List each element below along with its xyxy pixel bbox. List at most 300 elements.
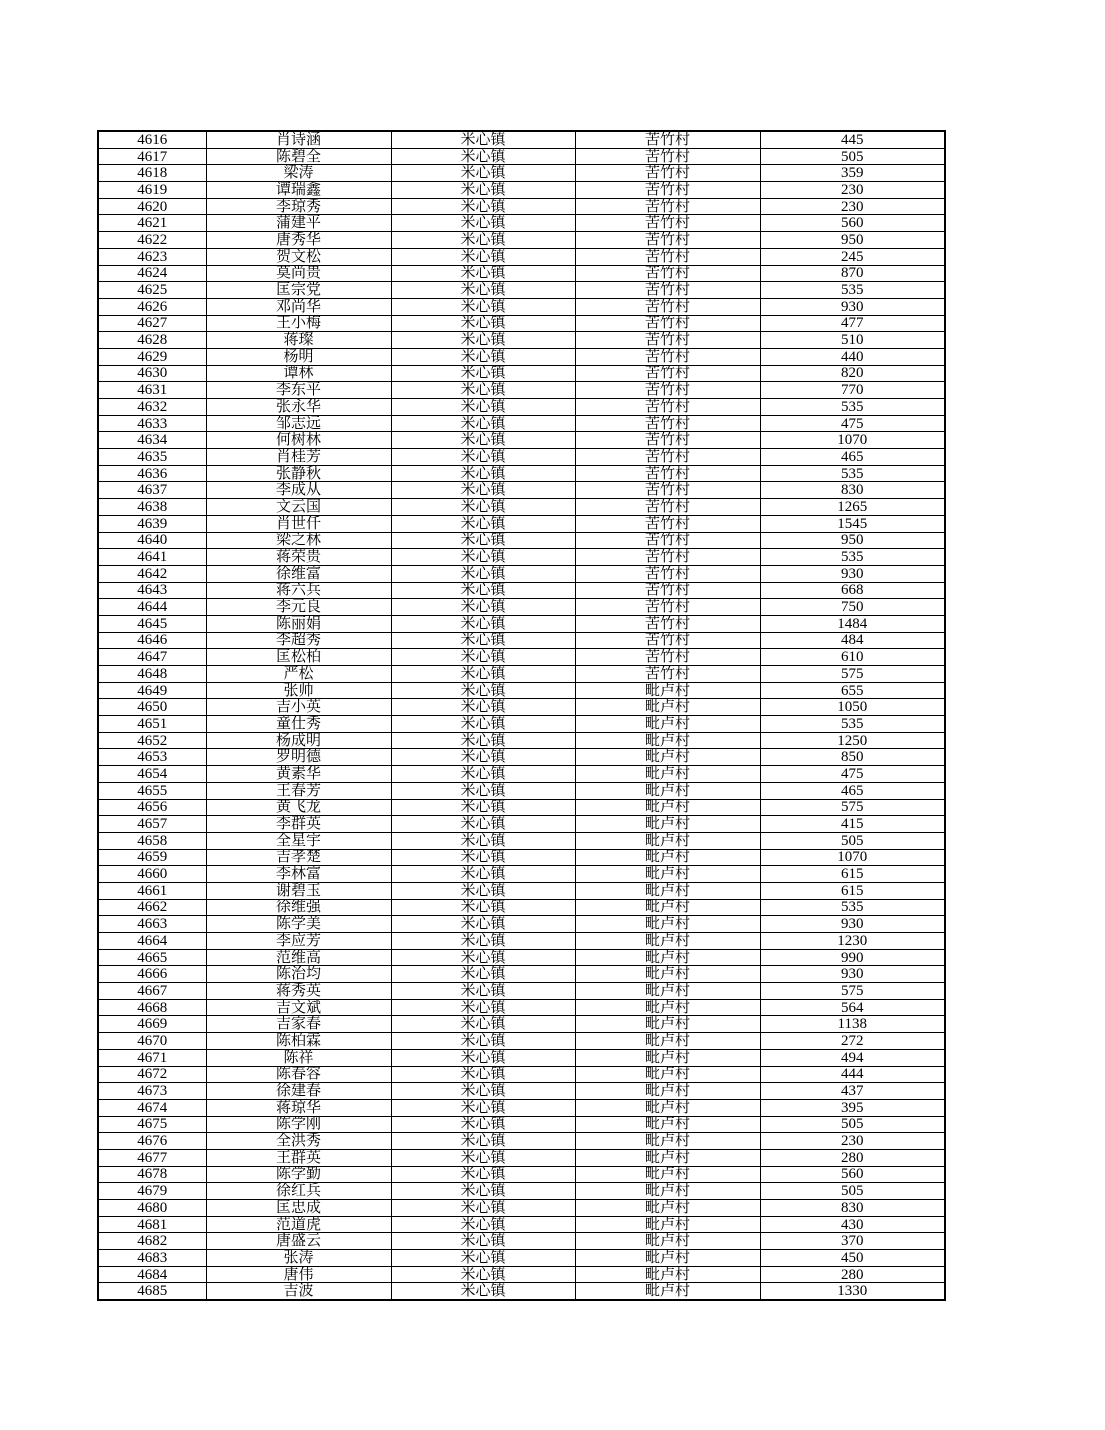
amount-cell: 450 xyxy=(760,1250,945,1267)
row-number-cell: 4631 xyxy=(98,382,206,399)
amount-cell: 1070 xyxy=(760,432,945,449)
row-number-cell: 4659 xyxy=(98,849,206,866)
row-number-cell: 4637 xyxy=(98,482,206,499)
town-cell: 米心镇 xyxy=(391,182,575,199)
amount-cell: 930 xyxy=(760,966,945,983)
data-table xyxy=(97,130,946,1301)
name-cell: 梁之林 xyxy=(206,532,391,549)
row-number-cell: 4676 xyxy=(98,1133,206,1150)
amount-cell: 820 xyxy=(760,365,945,382)
amount-cell: 280 xyxy=(760,1266,945,1283)
town-cell: 米心镇 xyxy=(391,832,575,849)
amount-cell: 510 xyxy=(760,332,945,349)
amount-cell: 475 xyxy=(760,415,945,432)
village-cell: 苦竹村 xyxy=(575,415,760,432)
row-number-cell: 4678 xyxy=(98,1166,206,1183)
name-cell: 唐秀华 xyxy=(206,232,391,249)
town-cell: 米心镇 xyxy=(391,332,575,349)
row-number-cell: 4629 xyxy=(98,348,206,365)
town-cell: 米心镇 xyxy=(391,265,575,282)
town-cell: 米心镇 xyxy=(391,298,575,315)
name-cell: 陈柏霖 xyxy=(206,1033,391,1050)
amount-cell: 245 xyxy=(760,248,945,265)
table-row xyxy=(98,365,945,382)
name-cell: 徐维富 xyxy=(206,565,391,582)
village-cell: 毗卢村 xyxy=(575,832,760,849)
town-cell: 米心镇 xyxy=(391,899,575,916)
row-number-cell: 4633 xyxy=(98,415,206,432)
town-cell: 米心镇 xyxy=(391,1216,575,1233)
village-cell: 苦竹村 xyxy=(575,615,760,632)
village-cell: 毗卢村 xyxy=(575,1066,760,1083)
village-cell: 苦竹村 xyxy=(575,532,760,549)
town-cell: 米心镇 xyxy=(391,215,575,232)
town-cell: 米心镇 xyxy=(391,849,575,866)
town-cell: 米心镇 xyxy=(391,882,575,899)
table-row xyxy=(98,782,945,799)
amount-cell: 668 xyxy=(760,582,945,599)
amount-cell: 535 xyxy=(760,899,945,916)
town-cell: 米心镇 xyxy=(391,148,575,165)
town-cell: 米心镇 xyxy=(391,749,575,766)
table-row xyxy=(98,432,945,449)
table-row xyxy=(98,1149,945,1166)
row-number-cell: 4673 xyxy=(98,1083,206,1100)
row-number-cell: 4670 xyxy=(98,1033,206,1050)
village-cell: 苦竹村 xyxy=(575,215,760,232)
table-row xyxy=(98,849,945,866)
village-cell: 苦竹村 xyxy=(575,399,760,416)
amount-cell: 564 xyxy=(760,999,945,1016)
row-number-cell: 4656 xyxy=(98,799,206,816)
amount-cell: 370 xyxy=(760,1233,945,1250)
name-cell: 梁涛 xyxy=(206,165,391,182)
amount-cell: 575 xyxy=(760,799,945,816)
town-cell: 米心镇 xyxy=(391,766,575,783)
row-number-cell: 4663 xyxy=(98,916,206,933)
table-row xyxy=(98,699,945,716)
village-cell: 苦竹村 xyxy=(575,499,760,516)
name-cell: 陈学美 xyxy=(206,916,391,933)
table-row xyxy=(98,532,945,549)
row-number-cell: 4677 xyxy=(98,1149,206,1166)
town-cell: 米心镇 xyxy=(391,465,575,482)
table-row xyxy=(98,599,945,616)
amount-cell: 930 xyxy=(760,565,945,582)
village-cell: 毗卢村 xyxy=(575,1166,760,1183)
amount-cell: 535 xyxy=(760,465,945,482)
name-cell: 匡宗党 xyxy=(206,282,391,299)
town-cell: 米心镇 xyxy=(391,933,575,950)
name-cell: 肖桂芳 xyxy=(206,449,391,466)
row-number-cell: 4620 xyxy=(98,198,206,215)
village-cell: 毗卢村 xyxy=(575,899,760,916)
village-cell: 毗卢村 xyxy=(575,699,760,716)
village-cell: 毗卢村 xyxy=(575,782,760,799)
town-cell: 米心镇 xyxy=(391,565,575,582)
row-number-cell: 4669 xyxy=(98,1016,206,1033)
name-cell: 陈祥 xyxy=(206,1049,391,1066)
town-cell: 米心镇 xyxy=(391,1099,575,1116)
table-row xyxy=(98,332,945,349)
table-row xyxy=(98,1200,945,1217)
row-number-cell: 4624 xyxy=(98,265,206,282)
table-row xyxy=(98,832,945,849)
table-row xyxy=(98,265,945,282)
table-row xyxy=(98,282,945,299)
table-row xyxy=(98,1016,945,1033)
name-cell: 李元良 xyxy=(206,599,391,616)
table-row xyxy=(98,615,945,632)
row-number-cell: 4674 xyxy=(98,1099,206,1116)
village-cell: 毗卢村 xyxy=(575,866,760,883)
village-cell: 苦竹村 xyxy=(575,365,760,382)
name-cell: 范道虎 xyxy=(206,1216,391,1233)
row-number-cell: 4653 xyxy=(98,749,206,766)
name-cell: 王群英 xyxy=(206,1149,391,1166)
row-number-cell: 4635 xyxy=(98,449,206,466)
town-cell: 米心镇 xyxy=(391,131,575,148)
row-number-cell: 4647 xyxy=(98,649,206,666)
name-cell: 唐伟 xyxy=(206,1266,391,1283)
amount-cell: 770 xyxy=(760,382,945,399)
name-cell: 范维高 xyxy=(206,949,391,966)
village-cell: 毗卢村 xyxy=(575,1049,760,1066)
name-cell: 张涛 xyxy=(206,1250,391,1267)
town-cell: 米心镇 xyxy=(391,532,575,549)
table-row xyxy=(98,1250,945,1267)
town-cell: 米心镇 xyxy=(391,582,575,599)
table-row xyxy=(98,499,945,516)
row-number-cell: 4682 xyxy=(98,1233,206,1250)
amount-cell: 444 xyxy=(760,1066,945,1083)
town-cell: 米心镇 xyxy=(391,966,575,983)
table-row xyxy=(98,165,945,182)
name-cell: 徐建春 xyxy=(206,1083,391,1100)
row-number-cell: 4634 xyxy=(98,432,206,449)
table-row xyxy=(98,382,945,399)
row-number-cell: 4660 xyxy=(98,866,206,883)
village-cell: 苦竹村 xyxy=(575,298,760,315)
table-row xyxy=(98,248,945,265)
village-cell: 苦竹村 xyxy=(575,131,760,148)
name-cell: 吉波 xyxy=(206,1283,391,1300)
row-number-cell: 4683 xyxy=(98,1250,206,1267)
row-number-cell: 4648 xyxy=(98,666,206,683)
town-cell: 米心镇 xyxy=(391,716,575,733)
name-cell: 王春芳 xyxy=(206,782,391,799)
row-number-cell: 4668 xyxy=(98,999,206,1016)
table-row xyxy=(98,949,945,966)
table-row xyxy=(98,482,945,499)
table-row xyxy=(98,399,945,416)
table-row xyxy=(98,1283,945,1300)
town-cell: 米心镇 xyxy=(391,315,575,332)
amount-cell: 430 xyxy=(760,1216,945,1233)
table-row xyxy=(98,198,945,215)
village-cell: 毗卢村 xyxy=(575,1200,760,1217)
amount-cell: 272 xyxy=(760,1033,945,1050)
amount-cell: 395 xyxy=(760,1099,945,1116)
table-row xyxy=(98,916,945,933)
table-row xyxy=(98,449,945,466)
name-cell: 莫尚贵 xyxy=(206,265,391,282)
town-cell: 米心镇 xyxy=(391,449,575,466)
table-body xyxy=(98,131,945,1300)
name-cell: 李群英 xyxy=(206,816,391,833)
row-number-cell: 4652 xyxy=(98,732,206,749)
amount-cell: 437 xyxy=(760,1083,945,1100)
name-cell: 吉孝楚 xyxy=(206,849,391,866)
town-cell: 米心镇 xyxy=(391,1283,575,1300)
name-cell: 肖诗涵 xyxy=(206,131,391,148)
table-row xyxy=(98,1066,945,1083)
table-row xyxy=(98,1216,945,1233)
name-cell: 张永华 xyxy=(206,399,391,416)
town-cell: 米心镇 xyxy=(391,248,575,265)
village-cell: 苦竹村 xyxy=(575,582,760,599)
amount-cell: 1330 xyxy=(760,1283,945,1300)
village-cell: 毗卢村 xyxy=(575,816,760,833)
table-row xyxy=(98,131,945,148)
village-cell: 毗卢村 xyxy=(575,1216,760,1233)
table-row xyxy=(98,215,945,232)
town-cell: 米心镇 xyxy=(391,165,575,182)
name-cell: 唐盛云 xyxy=(206,1233,391,1250)
table-row xyxy=(98,1049,945,1066)
name-cell: 童仕秀 xyxy=(206,716,391,733)
village-cell: 苦竹村 xyxy=(575,599,760,616)
amount-cell: 484 xyxy=(760,632,945,649)
name-cell: 王小梅 xyxy=(206,315,391,332)
village-cell: 苦竹村 xyxy=(575,198,760,215)
name-cell: 谭瑞鑫 xyxy=(206,182,391,199)
village-cell: 毗卢村 xyxy=(575,933,760,950)
amount-cell: 575 xyxy=(760,666,945,683)
village-cell: 苦竹村 xyxy=(575,649,760,666)
village-cell: 苦竹村 xyxy=(575,265,760,282)
amount-cell: 830 xyxy=(760,482,945,499)
row-number-cell: 4646 xyxy=(98,632,206,649)
name-cell: 陈治均 xyxy=(206,966,391,983)
amount-cell: 505 xyxy=(760,1183,945,1200)
amount-cell: 440 xyxy=(760,348,945,365)
name-cell: 蒋琼华 xyxy=(206,1099,391,1116)
village-cell: 苦竹村 xyxy=(575,332,760,349)
amount-cell: 535 xyxy=(760,282,945,299)
table-row xyxy=(98,515,945,532)
row-number-cell: 4640 xyxy=(98,532,206,549)
row-number-cell: 4644 xyxy=(98,599,206,616)
name-cell: 肖世仟 xyxy=(206,515,391,532)
amount-cell: 1484 xyxy=(760,615,945,632)
town-cell: 米心镇 xyxy=(391,1149,575,1166)
amount-cell: 465 xyxy=(760,782,945,799)
amount-cell: 477 xyxy=(760,315,945,332)
table-row xyxy=(98,766,945,783)
table-row xyxy=(98,1233,945,1250)
amount-cell: 830 xyxy=(760,1200,945,1217)
town-cell: 米心镇 xyxy=(391,949,575,966)
amount-cell: 280 xyxy=(760,1149,945,1166)
amount-cell: 1265 xyxy=(760,499,945,516)
amount-cell: 494 xyxy=(760,1049,945,1066)
name-cell: 罗明德 xyxy=(206,749,391,766)
town-cell: 米心镇 xyxy=(391,599,575,616)
town-cell: 米心镇 xyxy=(391,1016,575,1033)
town-cell: 米心镇 xyxy=(391,432,575,449)
village-cell: 毗卢村 xyxy=(575,999,760,1016)
amount-cell: 575 xyxy=(760,983,945,1000)
name-cell: 谢碧玉 xyxy=(206,882,391,899)
town-cell: 米心镇 xyxy=(391,515,575,532)
table-row xyxy=(98,549,945,566)
amount-cell: 750 xyxy=(760,599,945,616)
row-number-cell: 4636 xyxy=(98,465,206,482)
town-cell: 米心镇 xyxy=(391,799,575,816)
village-cell: 毗卢村 xyxy=(575,1250,760,1267)
amount-cell: 560 xyxy=(760,1166,945,1183)
table-row xyxy=(98,882,945,899)
name-cell: 黄飞龙 xyxy=(206,799,391,816)
table-row xyxy=(98,1183,945,1200)
village-cell: 苦竹村 xyxy=(575,565,760,582)
village-cell: 苦竹村 xyxy=(575,515,760,532)
row-number-cell: 4672 xyxy=(98,1066,206,1083)
row-number-cell: 4617 xyxy=(98,148,206,165)
village-cell: 苦竹村 xyxy=(575,148,760,165)
town-cell: 米心镇 xyxy=(391,916,575,933)
town-cell: 米心镇 xyxy=(391,482,575,499)
village-cell: 苦竹村 xyxy=(575,165,760,182)
table-row xyxy=(98,999,945,1016)
village-cell: 毗卢村 xyxy=(575,1149,760,1166)
table-row xyxy=(98,232,945,249)
town-cell: 米心镇 xyxy=(391,382,575,399)
amount-cell: 415 xyxy=(760,816,945,833)
row-number-cell: 4667 xyxy=(98,983,206,1000)
name-cell: 贺文松 xyxy=(206,248,391,265)
amount-cell: 930 xyxy=(760,298,945,315)
row-number-cell: 4641 xyxy=(98,549,206,566)
village-cell: 苦竹村 xyxy=(575,432,760,449)
name-cell: 李东平 xyxy=(206,382,391,399)
name-cell: 严松 xyxy=(206,666,391,683)
village-cell: 毗卢村 xyxy=(575,1033,760,1050)
village-cell: 毗卢村 xyxy=(575,1283,760,1300)
name-cell: 蒲建平 xyxy=(206,215,391,232)
row-number-cell: 4621 xyxy=(98,215,206,232)
row-number-cell: 4643 xyxy=(98,582,206,599)
amount-cell: 1070 xyxy=(760,849,945,866)
table-row xyxy=(98,866,945,883)
name-cell: 徐维强 xyxy=(206,899,391,916)
name-cell: 陈春容 xyxy=(206,1066,391,1083)
name-cell: 蒋荣贵 xyxy=(206,549,391,566)
village-cell: 苦竹村 xyxy=(575,465,760,482)
village-cell: 苦竹村 xyxy=(575,232,760,249)
town-cell: 米心镇 xyxy=(391,816,575,833)
village-cell: 毗卢村 xyxy=(575,732,760,749)
table-row xyxy=(98,682,945,699)
name-cell: 张帅 xyxy=(206,682,391,699)
amount-cell: 1545 xyxy=(760,515,945,532)
village-cell: 毗卢村 xyxy=(575,716,760,733)
town-cell: 米心镇 xyxy=(391,1133,575,1150)
table-row xyxy=(98,799,945,816)
town-cell: 米心镇 xyxy=(391,1183,575,1200)
name-cell: 黄素华 xyxy=(206,766,391,783)
table-row xyxy=(98,1166,945,1183)
amount-cell: 359 xyxy=(760,165,945,182)
name-cell: 全星宇 xyxy=(206,832,391,849)
table-row xyxy=(98,298,945,315)
name-cell: 吉文斌 xyxy=(206,999,391,1016)
village-cell: 苦竹村 xyxy=(575,348,760,365)
amount-cell: 950 xyxy=(760,232,945,249)
village-cell: 毗卢村 xyxy=(575,966,760,983)
name-cell: 匡忠成 xyxy=(206,1200,391,1217)
row-number-cell: 4625 xyxy=(98,282,206,299)
village-cell: 毗卢村 xyxy=(575,882,760,899)
table-row xyxy=(98,816,945,833)
village-cell: 毗卢村 xyxy=(575,1233,760,1250)
amount-cell: 615 xyxy=(760,882,945,899)
table-row xyxy=(98,1083,945,1100)
town-cell: 米心镇 xyxy=(391,999,575,1016)
town-cell: 米心镇 xyxy=(391,732,575,749)
village-cell: 毗卢村 xyxy=(575,766,760,783)
table-row xyxy=(98,966,945,983)
town-cell: 米心镇 xyxy=(391,1250,575,1267)
row-number-cell: 4681 xyxy=(98,1216,206,1233)
town-cell: 米心镇 xyxy=(391,666,575,683)
table-row xyxy=(98,1266,945,1283)
name-cell: 陈学勤 xyxy=(206,1166,391,1183)
row-number-cell: 4639 xyxy=(98,515,206,532)
town-cell: 米心镇 xyxy=(391,399,575,416)
amount-cell: 505 xyxy=(760,148,945,165)
row-number-cell: 4661 xyxy=(98,882,206,899)
table-row xyxy=(98,582,945,599)
town-cell: 米心镇 xyxy=(391,365,575,382)
row-number-cell: 4651 xyxy=(98,716,206,733)
name-cell: 吉家春 xyxy=(206,1016,391,1033)
row-number-cell: 4665 xyxy=(98,949,206,966)
village-cell: 苦竹村 xyxy=(575,282,760,299)
table-row xyxy=(98,1116,945,1133)
amount-cell: 930 xyxy=(760,916,945,933)
row-number-cell: 4685 xyxy=(98,1283,206,1300)
amount-cell: 850 xyxy=(760,749,945,766)
row-number-cell: 4638 xyxy=(98,499,206,516)
table-row xyxy=(98,148,945,165)
row-number-cell: 4664 xyxy=(98,933,206,950)
row-number-cell: 4632 xyxy=(98,399,206,416)
village-cell: 苦竹村 xyxy=(575,482,760,499)
village-cell: 苦竹村 xyxy=(575,315,760,332)
town-cell: 米心镇 xyxy=(391,1166,575,1183)
row-number-cell: 4658 xyxy=(98,832,206,849)
name-cell: 谭林 xyxy=(206,365,391,382)
village-cell: 毗卢村 xyxy=(575,1116,760,1133)
name-cell: 蒋秀英 xyxy=(206,983,391,1000)
amount-cell: 505 xyxy=(760,1116,945,1133)
village-cell: 苦竹村 xyxy=(575,632,760,649)
village-cell: 毗卢村 xyxy=(575,983,760,1000)
row-number-cell: 4627 xyxy=(98,315,206,332)
amount-cell: 230 xyxy=(760,182,945,199)
